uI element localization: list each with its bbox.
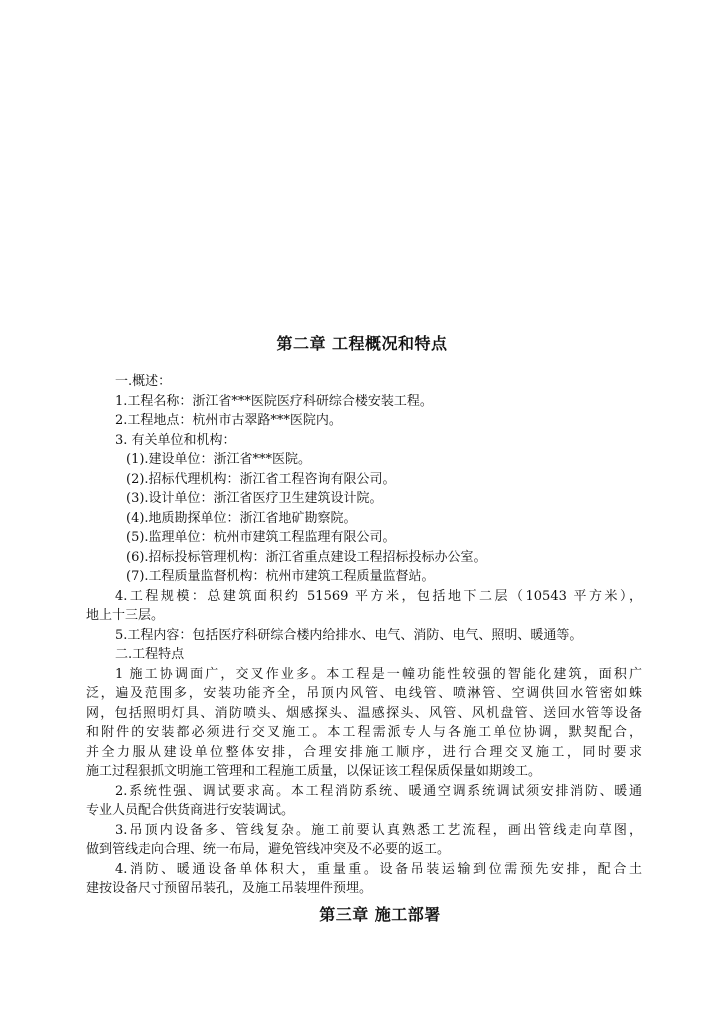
units-heading: 3. 有关单位和机构： (115, 432, 236, 448)
unit-item: (2).招标代理机构：浙江省工程咨询有限公司。 (126, 471, 396, 487)
feature-4-line: 4.消防、暖通设备单体积大，重量重。设备吊装运输到位需预先安排，配合土 (115, 861, 642, 877)
unit-item: (7).工程质量监督机构：杭州市建筑工程质量监督站。 (126, 569, 435, 584)
project-name: 1.工程名称：浙江省***医院医疗科研综合楼安装工程。 (115, 393, 433, 409)
feature-1-line: 施工过程狠抓文明施工管理和工程施工质量，以保证该工程保质保量如期竣工。 (86, 764, 542, 779)
project-content: 5.工程内容：包括医疗科研综合楼内给排水、电气、消防、电气、照明、暖通等。 (115, 627, 583, 643)
project-location: 2.工程地点：杭州市古翠路***医院内。 (115, 413, 342, 428)
project-scale-line2: 地上十三层。 (86, 608, 165, 623)
document-body (86, 372, 642, 899)
unit-item: (3).设计单位：浙江省医疗卫生建筑设计院。 (126, 491, 383, 506)
feature-1-line: 泛，遍及范围多，安装功能齐全，吊顶内风管、电线管、喷淋管、空调供回水管密如蛛 (86, 686, 642, 701)
chapter-2-title: 第二章 工程概况和特点 (276, 334, 448, 353)
overview-heading: 一.概述： (115, 374, 172, 389)
feature-1-line: 和附件的安装都必须进行交叉施工。本工程需派专人与各施工单位协调，默契配合， (86, 725, 642, 740)
feature-3-line: 做到管线走向合理、统一布局，避免管线冲突及不必要的返工。 (86, 842, 451, 857)
feature-4-line: 建按设备尺寸预留吊装孔，及施工吊装埋件预埋。 (86, 881, 373, 896)
project-scale-line1: 4.工程规模：总建筑面积约 51569 平方米，包括地下二层（10543 平方米）， (115, 588, 642, 604)
feature-1-line: 1 施工协调面广，交叉作业多。本工程是一幢功能性较强的智能化建筑，面积广 (115, 666, 642, 682)
unit-item: (4).地质勘探单位：浙江省地矿勘察院。 (126, 510, 357, 526)
unit-item: (6).招标投标管理机构：浙江省重点建设工程招标投标办公室。 (126, 549, 487, 565)
features-heading: 二.工程特点 (115, 647, 185, 662)
feature-2-line: 专业人员配合供货商进行安装调试。 (86, 803, 295, 818)
unit-item: (5).监理单位：杭州市建筑工程监理有限公司。 (126, 530, 396, 545)
chapter-3-title: 第三章 施工部署 (319, 905, 441, 924)
feature-1-line: 网，包括照明灯具、消防喷头、烟感探头、温感探头、风管、风机盘管、送回水管等设备 (86, 705, 642, 721)
feature-2-line: 2.系统性强、调试要求高。本工程消防系统、暖通空调系统调试须安排消防、暖通 (115, 783, 642, 799)
feature-1-line: 并全力服从建设单位整体安排，合理安排施工顺序，进行合理交叉施工，同时要求 (86, 744, 642, 760)
feature-3-line: 3.吊顶内设备多、管线复杂。施工前要认真熟悉工艺流程，画出管线走向草图， (115, 822, 642, 838)
unit-item: (1).建设单位：浙江省***医院。 (126, 452, 312, 467)
